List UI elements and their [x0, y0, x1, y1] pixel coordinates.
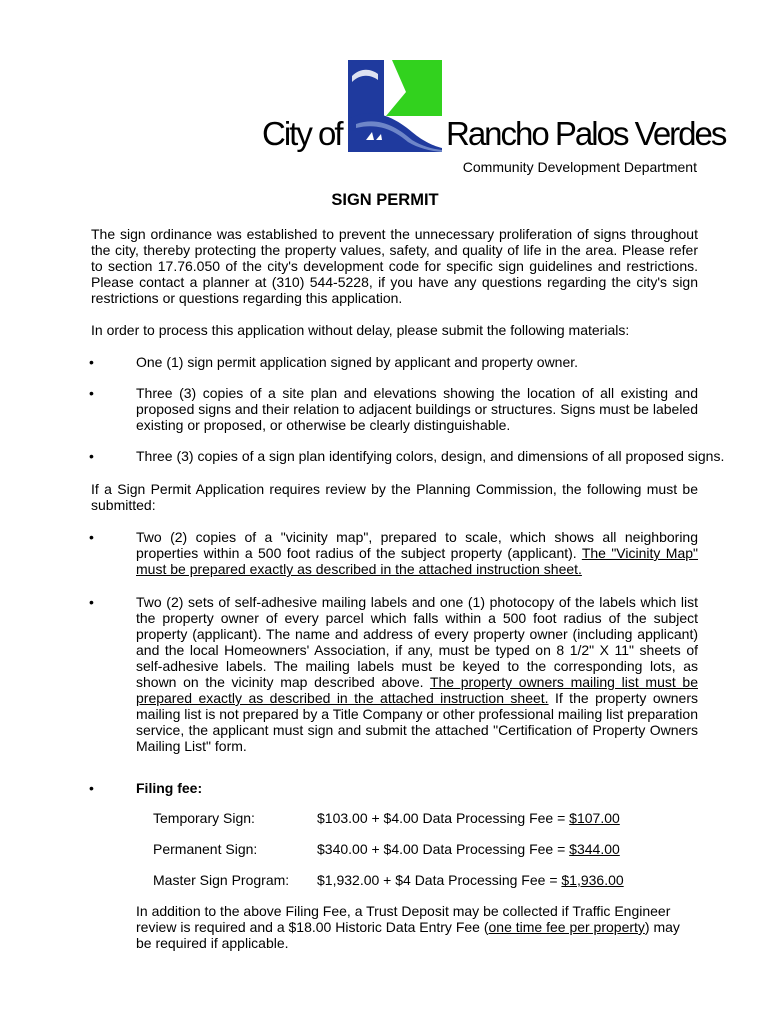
fee-label: Master Sign Program:	[153, 872, 290, 888]
fee-amount: $340.00 + $4.00 Data Processing Fee = $344.00	[317, 841, 620, 857]
list-item	[91, 529, 698, 577]
labels-requirement: The property owners mailing list must be prepared exactly as described in the attached instruction sheet.	[136, 674, 698, 706]
city-of-text: City of	[262, 115, 342, 152]
labels-text-before: Two (2) sets of self-adhesive mailing labels and one (1) photocopy of the labels which list the property owner of every parcel which falls within a 500 foot radius of the subject property (applicant). The name and address of every property owner (including applicant) and the local Homeowners' Association, if any, must be typed on 8 1/2" X 11" sheets of self-adhesive labels. The mailing labels must be keyed to the corresponding lots, as shown on the vicinity map described above.	[136, 594, 698, 690]
fee-total: $344.00	[569, 841, 620, 857]
materials-intro: In order to process this application without delay, please submit the following materials:	[91, 322, 630, 338]
commission-intro: If a Sign Permit Application requires review by the Planning Commission, the following must be submitted:	[91, 481, 698, 513]
list-item	[89, 448, 725, 464]
bullet-icon: •	[89, 780, 94, 796]
bullet-icon: •	[89, 594, 94, 610]
fee-row	[153, 872, 698, 888]
mailing-labels-item	[136, 594, 698, 754]
fee-total: $107.00	[569, 810, 620, 826]
fee-amount: $103.00 + $4.00 Data Processing Fee = $107.00	[317, 810, 620, 826]
letterhead	[0, 0, 770, 185]
document-title: SIGN PERMIT	[331, 191, 439, 209]
vicinity-requirement: The "Vicinity Map" must be prepared exactly as described in the attached instruction sheet.	[136, 545, 698, 577]
city-name-text: Rancho Palos Verdes	[446, 115, 726, 152]
material-item-1: One (1) sign permit application signed by applicant and property owner.	[136, 354, 579, 370]
fee-row	[153, 841, 698, 857]
bullet-icon: •	[89, 529, 94, 545]
filing-fee-heading: Filing fee:	[136, 780, 203, 796]
material-item-2: Three (3) copies of a site plan and elevations showing the location of all existing and proposed signs and their relation to adjacent buildings or structures. Signs must be labeled existing or proposed, or otherwise be clearly distinguishable.	[136, 385, 698, 433]
vicinity-text: Two (2) copies of a "vicinity map", prepared to scale, which shows all neighboring properties within a 500 foot radius of the subject property (applicant).	[136, 529, 698, 561]
bullet-icon: •	[89, 354, 94, 370]
fee-label: Temporary Sign:	[153, 810, 255, 826]
vicinity-map-item	[136, 529, 698, 577]
trust-deposit-note: In addition to the above Filing Fee, a Trust Deposit may be collected if Traffic Engineer review is required and a $18.00 Historic Data Entry Fee (one time fee per property) may be required if applicable.	[136, 903, 680, 951]
fee-row	[153, 810, 698, 826]
logo-green-block	[386, 60, 442, 116]
fee-total: $1,936.00	[561, 872, 624, 888]
list-item	[91, 385, 698, 433]
bullet-icon: •	[89, 448, 94, 464]
bullet-icon: •	[89, 385, 94, 401]
fee-amount: $1,932.00 + $4 Data Processing Fee = $1,936.00	[317, 872, 624, 888]
fee-label: Permanent Sign:	[153, 841, 258, 857]
city-logo	[346, 58, 444, 154]
intro-paragraph: The sign ordinance was established to prevent the unnecessary proliferation of signs throughout the city, thereby protecting the property values, safety, and quality of life in the area. Please refer to section 17.76.050 of the city's development code for specific sign guidelines and restrictions. Please contact a planner at (310) 544-5228, if you have any questions regarding the city's sign restrictions or questions regarding this application.	[91, 226, 698, 306]
list-item	[91, 354, 698, 370]
list-item	[91, 594, 698, 754]
document-body	[89, 226, 725, 951]
one-time-fee-note: one time fee per property	[488, 919, 645, 935]
labels-text-after: If the property owners mailing list is not prepared by a Title Company or other professional mailing list preparation service, the applicant must sign and submit the attached "Certification of Property Owners Mailing List" form.	[136, 690, 698, 754]
filing-fee-section	[91, 780, 698, 951]
material-item-3: Three (3) copies of a sign plan identifying colors, design, and dimensions of all proposed signs.	[136, 448, 725, 464]
department-name: Community Development Department	[462, 159, 697, 175]
